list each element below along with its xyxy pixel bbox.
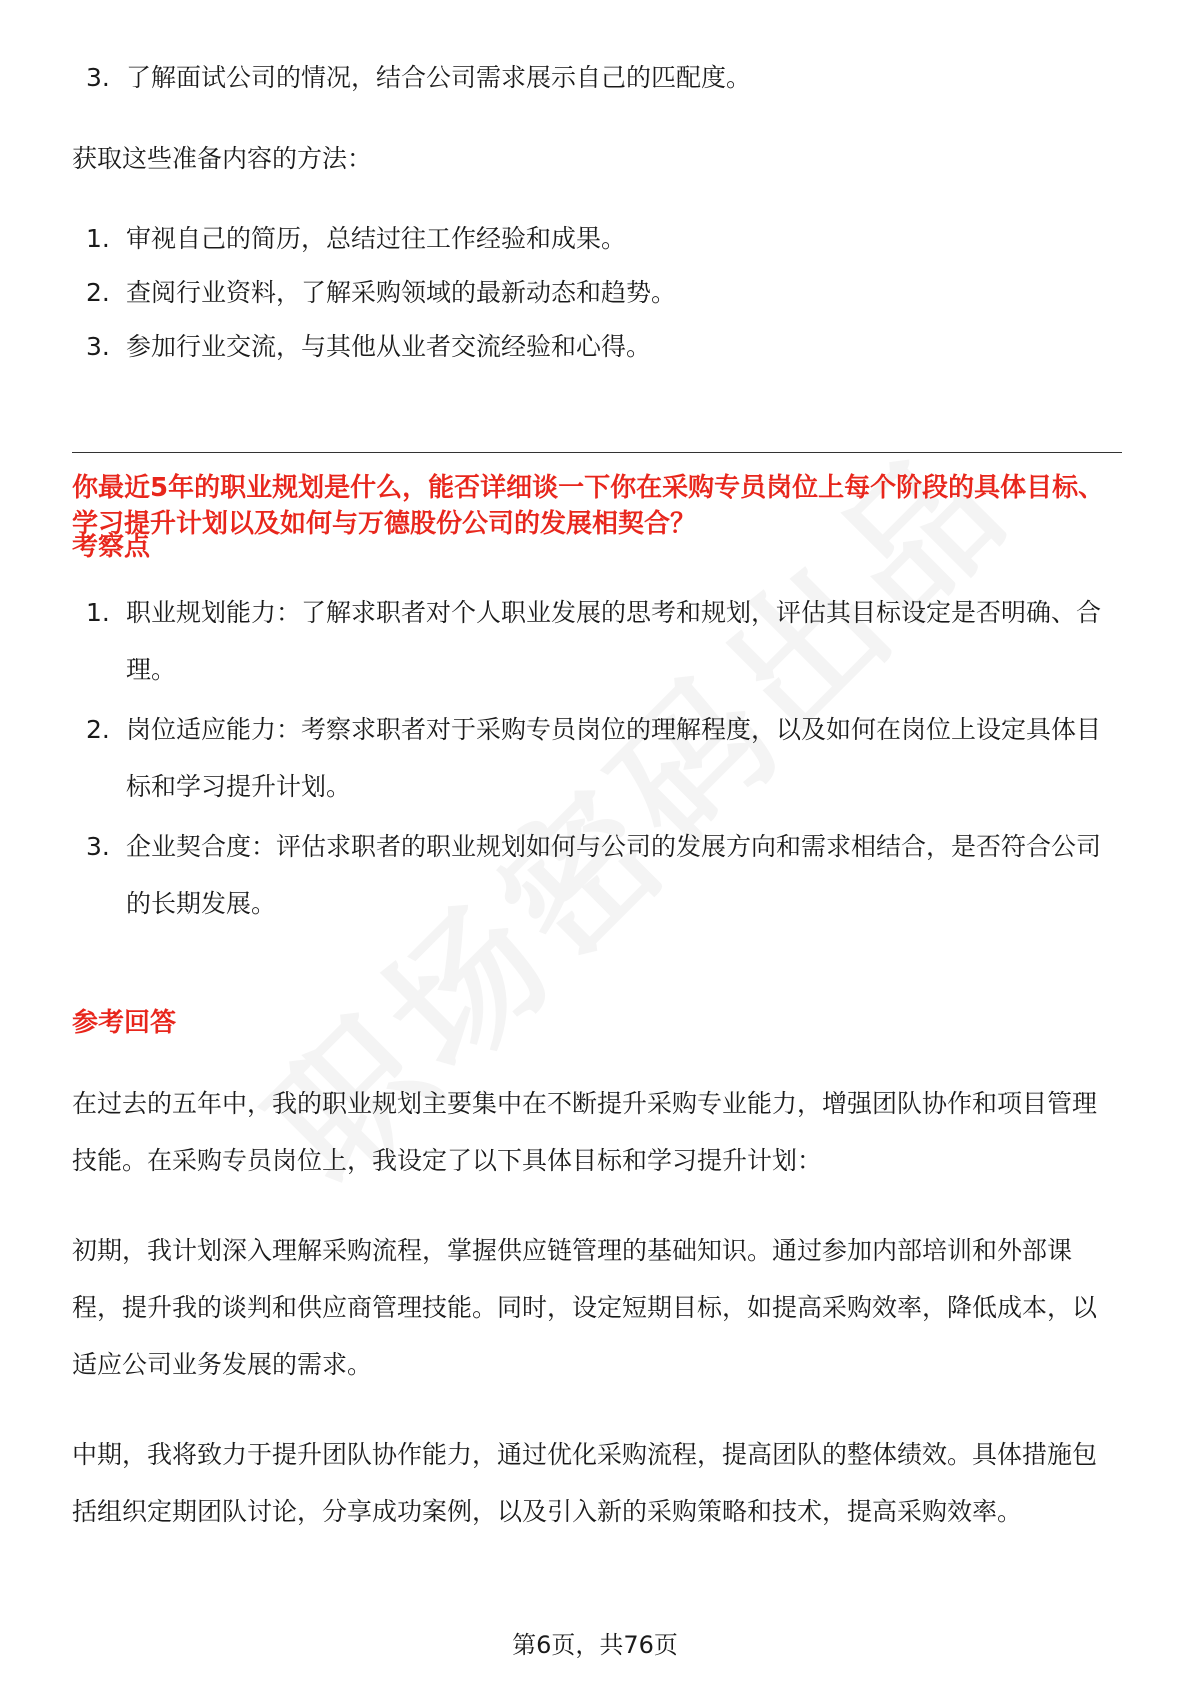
answer-label: 参考回答: [72, 1008, 177, 1038]
list-number: 3.: [86, 63, 110, 92]
answer-paragraph: 初期，我计划深入理解采购流程，掌握供应链管理的基础知识。通过参加内部培训和外部课程，提升我的谈判和供应商管理技能。同时，设定短期目标，如提高采购效率，降低成本，以适应公司业务发展的需求。: [72, 1236, 1098, 1379]
list-text: 了解面试公司的情况，结合公司需求展示自己的匹配度。: [126, 63, 752, 92]
list-number: 1.: [86, 598, 110, 627]
page-number: 第6页，共76页: [512, 1631, 678, 1659]
list-text: 参加行业交流，与其他从业者交流经验和心得。: [126, 332, 652, 361]
list-number: 1.: [86, 224, 110, 253]
answer-paragraph: 在过去的五年中，我的职业规划主要集中在不断提升采购专业能力，增强团队协作和项目管理技能。在采购专员岗位上，我设定了以下具体目标和学习提升计划：: [72, 1089, 1098, 1175]
methods-heading: 获取这些准备内容的方法：: [72, 144, 373, 173]
list-text: 岗位适应能力：考察求职者对于采购专员岗位的理解程度，以及如何在岗位上设定具体目标和学习提升计划。: [126, 715, 1102, 801]
divider: [72, 452, 1122, 453]
list-number: 3.: [86, 832, 110, 861]
list-number: 3.: [86, 332, 110, 361]
answer-paragraph: 中期，我将致力于提升团队协作能力，通过优化采购流程，提高团队的整体绩效。具体措施包括组织定期团队讨论，分享成功案例，以及引入新的采购策略和技术，提高采购效率。: [72, 1440, 1098, 1526]
focus-point: [72, 584, 1120, 698]
focus-point: [72, 701, 1120, 815]
list-number: 2.: [86, 715, 110, 744]
focus-point: [72, 818, 1120, 932]
list-text: 查阅行业资料，了解采购领域的最新动态和趋势。: [126, 278, 677, 307]
focus-label: 考察点: [72, 532, 151, 562]
list-text: 职业规划能力：了解求职者对个人职业发展的思考和规划，评估其目标设定是否明确、合理。: [126, 598, 1102, 684]
interview-question: 你最近5年的职业规划是什么，能否详细谈一下你在采购专员岗位上每个阶段的具体目标、学习提升计划以及如何与万德股份公司的发展相契合？: [72, 473, 1105, 539]
list-number: 2.: [86, 278, 110, 307]
list-text: 审视自己的简历，总结过往工作经验和成果。: [126, 224, 627, 253]
list-text: 企业契合度：评估求职者的职业规划如何与公司的发展方向和需求相结合，是否符合公司的长期发展。: [126, 832, 1102, 918]
